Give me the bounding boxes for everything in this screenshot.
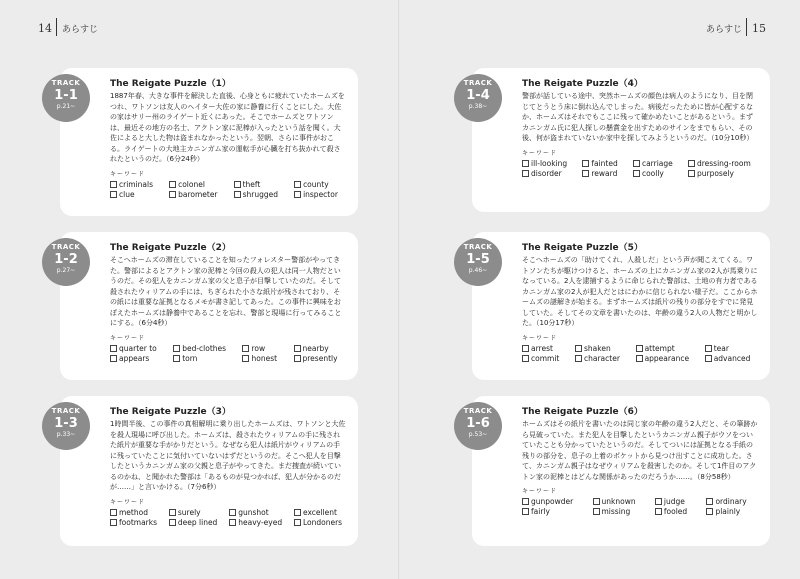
- track-badge: [454, 238, 502, 286]
- track-label: TRACK: [463, 79, 493, 87]
- keyword-checkbox[interactable]: excellent: [294, 508, 346, 517]
- track-card: [463, 396, 770, 546]
- keyword-checkbox[interactable]: county: [294, 180, 346, 189]
- keyword-checkbox[interactable]: tear: [705, 344, 758, 353]
- keyword-checkbox[interactable]: barometer: [169, 190, 226, 199]
- keyword-list: [110, 508, 346, 527]
- keyword-checkbox[interactable]: quarter to: [110, 344, 165, 353]
- keyword-checkbox[interactable]: torn: [173, 354, 234, 363]
- track-page-ref: p.53~: [468, 431, 488, 438]
- keyword-checkbox[interactable]: carriage: [633, 159, 680, 168]
- keyword-label: キーワード: [522, 149, 558, 157]
- track-number: 1-6: [466, 416, 490, 431]
- card-summary: 1時間半後、この事件の真相解明に乗り出したホームズは、ワトソンと大佐を殺人現場に呼び出した。ホームズは、殺されたウィリアムの手に残された紙片が重要な手がかりだという。なぜなら犯人は紙片がウィリアムの手に残っていたことに気付いていないはずだというのだ。そこへ犯人を目撃したというカニンガム家の父親と息子がやってきた。まだ捜査が続いているのかね、と聞かれた警部は「あるものが見つかれば、犯人が分かるのだが……」と言いかける。（7分6秒）: [110, 420, 346, 491]
- keyword-checkbox[interactable]: method: [110, 508, 161, 517]
- keyword-label: キーワード: [110, 498, 146, 506]
- page-number: 14: [38, 22, 52, 35]
- card-summary: 警部が話している途中、突然ホームズの顔色は病人のようになり、目を閉じてとうとう床に倒れ込んでしまった。病後だったために皆が心配するなか、ホームズはそれでもここに残って確かめたいことがあるという。まずカニンガム氏に犯人探しの懸賞金を出すためのサインをまでもらい、その後、何が盗まれていないか家中を探してみようというのだ。（10分10秒）: [522, 92, 754, 142]
- track-number: 1-2: [54, 252, 78, 267]
- card-summary: そこへホームズの滞在していることを知ったフォレスター警部がやってきた。警部によるとアクトン家の泥棒と今回の殺人の犯人は同一人物だというのだ。その犯人をカニンガム家の父と息子が目撃していたのだ。そして殺されたウィリアムの手には、ちぎられた小さな紙片が残されており、その紙には重要な証拠となるメモが書き記してあった。この事件に興味をおぼえたホームズは静養中であることを忘れ、警部と現場に行ってみることにする。（6分4秒）: [110, 256, 342, 327]
- keyword-checkbox[interactable]: fooled: [655, 507, 699, 516]
- track-label: TRACK: [463, 243, 493, 251]
- keyword-checkbox[interactable]: gunshot: [229, 508, 286, 517]
- keyword-checkbox[interactable]: arrest: [522, 344, 567, 353]
- keyword-checkbox[interactable]: coolly: [633, 169, 680, 178]
- keyword-checkbox[interactable]: bed-clothes: [173, 344, 234, 353]
- keyword-checkbox[interactable]: purposely: [688, 169, 758, 178]
- keyword-checkbox[interactable]: theft: [234, 180, 286, 189]
- running-header: あらすじ: [62, 25, 99, 35]
- keyword-checkbox[interactable]: presently: [294, 354, 347, 363]
- card-title: The Reigate Puzzle（3）: [110, 407, 231, 417]
- track-card: [463, 232, 770, 380]
- keyword-label: キーワード: [110, 334, 146, 342]
- track-number: 1-1: [54, 88, 78, 103]
- running-header: あらすじ: [706, 25, 743, 35]
- keyword-checkbox[interactable]: appears: [110, 354, 165, 363]
- keyword-checkbox[interactable]: reward: [582, 169, 625, 178]
- keyword-checkbox[interactable]: advanced: [705, 354, 758, 363]
- card-summary: 1887年春、大きな事件を解決した直後、心身ともに疲れていたホームズをつれ、ワトソンは友人のヘイター大佐の家に静養に行くことにした。大佐の家はサリー州のライゲート近くにあった。そこでホームズとワトソンは、最近その地方の名士、アクトン家に泥棒が入ったという話を聞く。大佐によると大した物は盗まれなかったという。翌朝、さらに事件がおこる。ライゲートの大地主カニンガム家の運転手が心臓を打ち抜かれて殺されたというのだ。（6分24秒）: [110, 92, 345, 163]
- keyword-checkbox[interactable]: surely: [169, 508, 221, 517]
- keyword-label: キーワード: [110, 170, 146, 178]
- keyword-checkbox[interactable]: honest: [242, 354, 285, 363]
- track-badge: [42, 74, 90, 122]
- header-divider: [56, 18, 57, 36]
- card-title: The Reigate Puzzle（1）: [110, 79, 231, 89]
- card-title: The Reigate Puzzle（2）: [110, 243, 231, 253]
- card-title: The Reigate Puzzle（6）: [522, 407, 643, 417]
- keyword-checkbox[interactable]: disorder: [522, 169, 574, 178]
- keyword-checkbox[interactable]: attempt: [636, 344, 697, 353]
- keyword-checkbox[interactable]: clue: [110, 190, 161, 199]
- keyword-list: [522, 344, 758, 363]
- keyword-checkbox[interactable]: ordinary: [706, 497, 758, 506]
- track-badge: [42, 238, 90, 286]
- card-summary: そこへホームズの「助けてくれ、人殺しだ」という声が聞こえてくる。ワトソンたちが駆けつけると、ホームズの上にカニンガム家の2人が馬乗りになっている。2人を逮捕するように命じられた警部は、土地の有力者であるカニンガム家の2人が犯人だとはにわかに信じられない様子だ。ここからホームズの謎解きが始まる。まずホームズは紙片の残りの部分をすでに発見していた。そしてその文章を書いたのは、年齢の違う2人の人物だと明かした。（10分17秒）: [522, 256, 758, 327]
- keyword-label: キーワード: [522, 488, 558, 495]
- keyword-checkbox[interactable]: ill-looking: [522, 159, 574, 168]
- keyword-checkbox[interactable]: dressing-room: [688, 159, 758, 168]
- track-label: TRACK: [51, 407, 81, 415]
- track-page-ref: p.21~: [56, 103, 76, 110]
- track-label: TRACK: [51, 79, 81, 87]
- keyword-checkbox[interactable]: colonel: [169, 180, 226, 189]
- card-title: The Reigate Puzzle（5）: [522, 243, 643, 253]
- keyword-checkbox[interactable]: shaken: [575, 344, 628, 353]
- keyword-list: [522, 159, 758, 178]
- header-divider: [746, 18, 747, 36]
- keyword-checkbox[interactable]: heavy-eyed: [229, 518, 286, 527]
- keyword-checkbox[interactable]: inspector: [294, 190, 346, 199]
- keyword-checkbox[interactable]: fainted: [582, 159, 625, 168]
- track-number: 1-5: [466, 252, 490, 267]
- keyword-checkbox[interactable]: Londoners: [294, 518, 346, 527]
- keyword-checkbox[interactable]: commit: [522, 354, 567, 363]
- keyword-label: キーワード: [522, 334, 558, 342]
- track-label: TRACK: [51, 243, 81, 251]
- keyword-checkbox[interactable]: nearby: [294, 344, 347, 353]
- track-page-ref: p.38~: [468, 103, 488, 110]
- keyword-checkbox[interactable]: fairly: [522, 507, 585, 516]
- track-card: [51, 68, 358, 216]
- keyword-checkbox[interactable]: gunpowder: [522, 497, 585, 506]
- card-summary: ホームズはその紙片を書いたのは同じ家の年齢の違う2人だと、その筆跡から見破っていた。また犯人を目撃したというカニンガム親子がウソをついていたことも分かっていたというのだ。そしてついには証拠となる手紙の残りの部分を、息子の上着のポケットから見つけ出すことに成功した。さて、カニンガム親子はなぜウィリアムを殺害したのか。そして1件目のアクトン家の泥棒とはどんな関係があったのだろうか……。（8分58秒）: [522, 420, 758, 481]
- track-card: [51, 396, 358, 546]
- track-page-ref: p.33~: [56, 431, 76, 438]
- track-number: 1-4: [466, 88, 490, 103]
- track-badge: [454, 402, 502, 450]
- keyword-checkbox[interactable]: judge: [655, 497, 699, 506]
- keyword-checkbox[interactable]: shrugged: [234, 190, 286, 199]
- keyword-checkbox[interactable]: appearance: [636, 354, 697, 363]
- track-page-ref: p.46~: [468, 267, 488, 274]
- keyword-list: [110, 344, 346, 363]
- keyword-checkbox[interactable]: missing: [593, 507, 647, 516]
- keyword-checkbox[interactable]: criminals: [110, 180, 161, 189]
- track-label: TRACK: [463, 407, 493, 415]
- keyword-checkbox[interactable]: plainly: [706, 507, 758, 516]
- track-number: 1-3: [54, 416, 78, 431]
- keyword-checkbox[interactable]: footmarks: [110, 518, 161, 527]
- page-number: 15: [752, 22, 766, 35]
- card-title: The Reigate Puzzle（4）: [522, 79, 643, 89]
- keyword-checkbox[interactable]: deep lined: [169, 518, 221, 527]
- track-card: [463, 68, 770, 212]
- track-badge: [42, 402, 90, 450]
- keyword-list: [110, 180, 346, 199]
- track-card: [51, 232, 358, 380]
- keyword-checkbox[interactable]: unknown: [593, 497, 647, 506]
- keyword-checkbox[interactable]: character: [575, 354, 628, 363]
- right-page: [400, 0, 800, 579]
- track-page-ref: p.27~: [56, 267, 76, 274]
- keyword-list: [522, 497, 758, 516]
- track-badge: [454, 74, 502, 122]
- keyword-checkbox[interactable]: row: [242, 344, 285, 353]
